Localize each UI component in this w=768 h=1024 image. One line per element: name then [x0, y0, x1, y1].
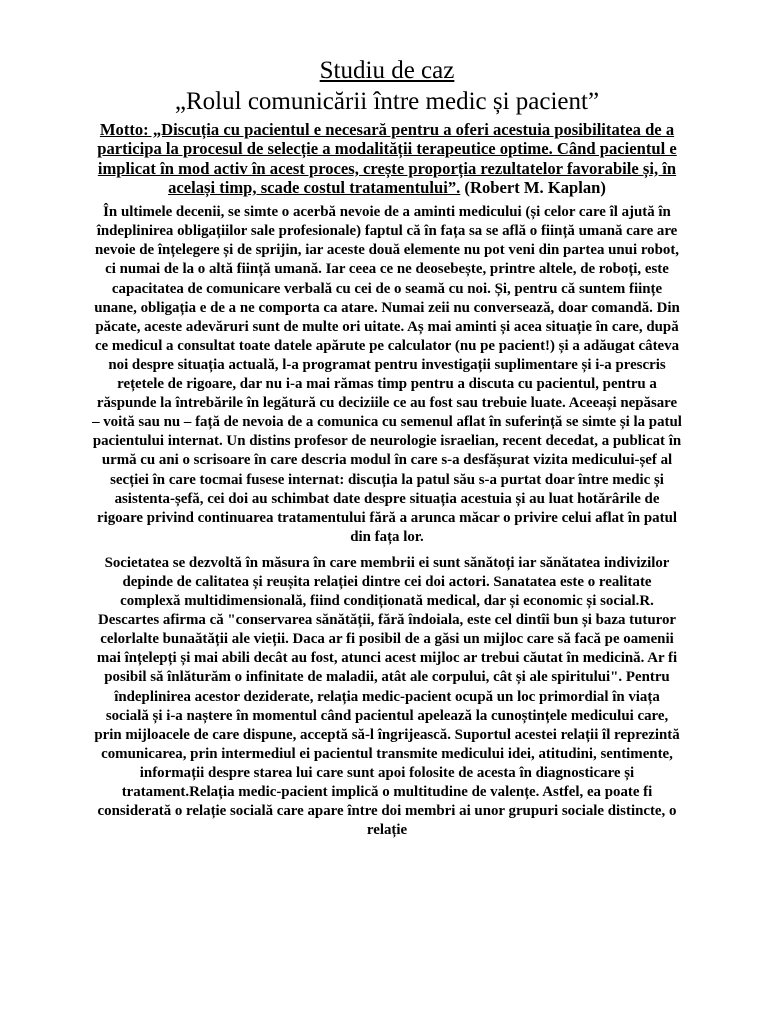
document-title: Studiu de caz	[319, 57, 455, 84]
motto	[92, 120, 682, 197]
motto-author: (Robert M. Kaplan)	[460, 177, 606, 197]
document-subtitle: „Rolul comunicării între medic și pacient”	[174, 88, 600, 115]
paragraph-1: În ultimele decenii, se simte o acerbă nevoie de a aminti medicului (și celor care îl ajută în îndeplinirea obligațiilor sale profesionale) faptul că în fața sa se află o ființă umană care are nevoie de înțelegere și de sprijin, iar aceste două elemente nu pot veni din partea unui robot, ci numai de la o altă ființă umană. Iar ceea ce ne deosebește, printre altele, de roboți, este capacitatea de comunicare verbală cu cei de o seamă cu noi. Și, pentru că suntem ființe unane, obligația e de a ne comporta ca atare. Numai zeii nu conversează, doar comandă. Din păcate, aceste adevăruri sunt de multe ori uitate. Aș mai aminti și acea situație în care, după ce medicul a consultat toate datele apărute pe calculator (nu pe pacient!) și a adăugat câteva noi despre situația actuală, l-a programat pentru investigații suplimentare și i-a prescris rețetele de rigoare, dar nu i-a mai rămas timp pentru a discuta cu pacientul, pentru a răspunde la întrebările în legătură cu deciziile ce au fost sau trebuie luate. Aceeași nepăsare – voită sau nu – față de nevoia de a comunica cu semenul aflat în suferință se simte și la patul pacientului internat. Un distins profesor de neurologie israelian, recent decedat, a publicat în urmă cu ani o scrisoare în care descria modul în care s-a desfășurat vizita medicului-șef al secției în care tocmai fusese internat: discuția la patul său s-a purtat doar între medic și asistenta-șefă, cei doi au schimbat date despre situația acestuia și au luat hotărârile de rigoare privind continuarea tratamentului fără a arunca măcar o privire celui aflat în patul din fața lor.	[92, 204, 682, 545]
motto-text: Motto: „Discuția cu pacientul e necesară pentru a oferi acestuia posibilitatea de a participa la procesul de selecție a modalității terapeutice optime. Când pacientul e implicat în mod activ în acest proces, crește proporția rezultatelor favorabile și, în același timp, scade costul tratamentului”.	[97, 120, 677, 197]
paragraph-2: Societatea se dezvoltă în măsura în care membrii ei sunt sănătoți iar sănătatea indivizilor depinde de calitatea și reușita relației dintre cei doi actori. Sanatatea este o realitate complexă multidimensională, fiind condiționată medical, dar și economic și social.R. Descartes afirma că "conservarea sănătății, fără îndoiala, este cel dintîi bun și baza tuturor celorlalte bunaătății ale vieții. Daca ar fi posibil de a găsi un mijloc care să facă pe oamenii mai înțelepți și mai abili decât au fost, atunci acest mijloc ar trebui căutat în medicină. Ar fi posibil să înlăturăm o infinitate de maladii, atât ale corpului, cât și ale spiritului". Pentru îndeplinirea acestor deziderate, relația medic-pacient ocupă un loc primordial în viața socială și i-a naștere în momentul când pacientul apelează la cunoștințele medicului care, prin mijloacele de care dispune, acceptă să-l îngrijească. Suportul acestei relații îl reprezintă comunicarea, prin intermediul ei pacientul transmite medicului idei, atitudini, sentimente, informații despre starea lui care sunt apoi folosite de acesta în diagnosticare și tratament.Relația medic-pacient implică o multitudine de valențe. Astfel, ea poate fi considerată o relație socială care apare între doi membri ai unor grupuri sociale distincte, o relație	[94, 554, 680, 839]
